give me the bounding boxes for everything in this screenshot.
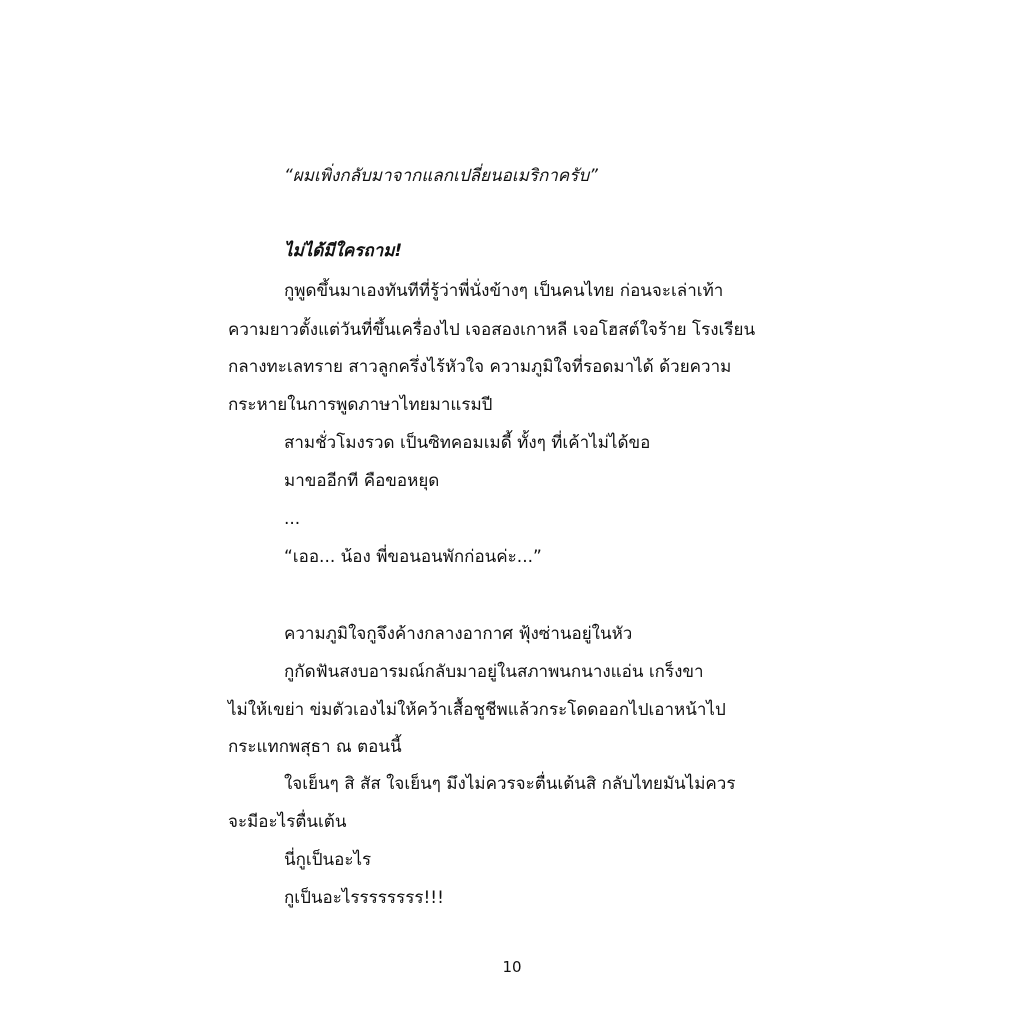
emphasis-line: ไม่ได้มีใครถาม! bbox=[284, 241, 403, 261]
ellipsis-line: ... bbox=[284, 509, 301, 529]
paragraph-line: กระหายในการพูดภาษาไทยมาแรมปี bbox=[228, 395, 493, 415]
paragraph-line: ความภูมิใจกูจึงค้างกลางอากาศ ฟุ้งซ่านอยู่ในหัว bbox=[284, 624, 633, 644]
paragraph-line: กูกัดฟันสงบอารมณ์กลับมาอยู่ในสภาพนกนางแอ่น เกร็งขา bbox=[284, 662, 704, 682]
paragraph-line: ความยาวตั้งแต่วันที่ขึ้นเครื่องไป เจอสองเกาหลี เจอโฮสต์ใจร้าย โรงเรียน bbox=[228, 320, 756, 340]
dialogue-line: “ผมเพิ่งกลับมาจากแลกเปลี่ยนอเมริกาครับ” bbox=[284, 166, 598, 186]
dialogue-line: “เออ... น้อง พี่ขอนอนพักก่อนค่ะ...” bbox=[284, 547, 542, 567]
paragraph-line: มาขออีกที คือขอหยุด bbox=[284, 471, 440, 491]
paragraph-line: กูเป็นอะไรรรรรรรร!!! bbox=[284, 888, 444, 908]
paragraph-line: กระแทกพสุธา ณ ตอนนี้ bbox=[228, 737, 402, 757]
paragraph-line: จะมีอะไรตื่นเต้น bbox=[228, 812, 347, 832]
page-number: 10 bbox=[502, 958, 522, 976]
paragraph-line: กลางทะเลทราย สาวลูกครึ่งไร้หัวใจ ความภูมิใจที่รอดมาได้ ด้วยความ bbox=[228, 357, 732, 377]
paragraph-line: นี่กูเป็นอะไร bbox=[284, 850, 372, 870]
paragraph-line: ใจเย็นๆ สิ สัส ใจเย็นๆ มึงไม่ควรจะตื่นเต้นสิ กลับไทยมันไม่ควร bbox=[284, 774, 736, 794]
paragraph-line: กูพูดขึ้นมาเองทันทีที่รู้ว่าพี่นั่งข้างๆ เป็นคนไทย ก่อนจะเล่าเท้า bbox=[284, 281, 724, 301]
paragraph-line: ไม่ให้เขย่า ข่มตัวเองไม่ให้คว้าเสื้อชูชีพแล้วกระโดดออกไปเอาหน้าไป bbox=[228, 700, 726, 720]
paragraph-line: สามชั่วโมงรวด เป็นซิทคอมเมดี้ ทั้งๆ ที่เค้าไม่ได้ขอ bbox=[284, 433, 651, 453]
